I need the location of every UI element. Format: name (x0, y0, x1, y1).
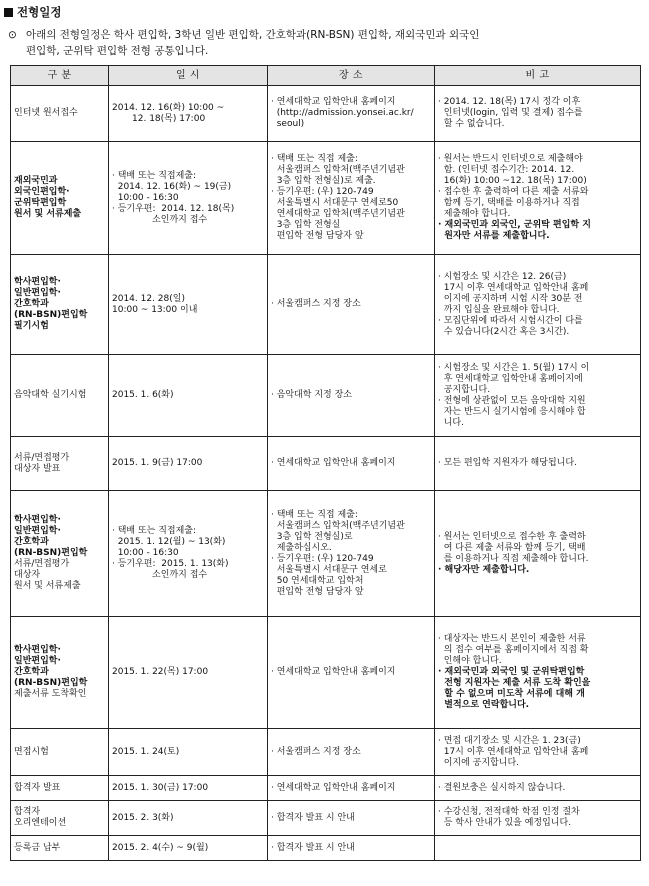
place-cell (268, 86, 435, 142)
category-cell-line: 대상자 발표 (14, 463, 61, 474)
place-cell-line: 서울캠퍼스 입학처(백주년기념관 (271, 165, 405, 175)
datetime-cell-line: · 택배 또는 직접제출: (112, 526, 197, 536)
category-cell-line: 합격자 (14, 807, 41, 817)
datetime-cell (109, 491, 268, 617)
place-cell (268, 729, 435, 776)
schedule-table (10, 65, 641, 861)
place-cell-line: 연세대학교 입학처(백주년기념관 (271, 209, 405, 219)
note-cell-line: · 모집단위에 따라서 시험시간이 다를 (438, 315, 583, 326)
note-cell (435, 355, 641, 437)
category-cell-line: (RN-BSN)편입학 (14, 310, 88, 320)
note-cell-line: 17시 이후 연세대학교 입학안내 홈페 (438, 282, 589, 293)
place-cell (268, 836, 435, 861)
category-cell-line: 간호학과 (14, 299, 49, 309)
place-cell-line: 서울특별시 서대문구 연세로 (271, 564, 387, 575)
category-cell-line: 학사편입학· (14, 277, 61, 287)
category-cell-line: 재외국민과 (14, 176, 58, 186)
category-cell-line: 원서 및 서류제출 (14, 209, 82, 219)
header-datetime: 일 시 (109, 66, 268, 86)
datetime-cell (109, 86, 268, 142)
note-cell (435, 776, 641, 801)
datetime-cell-line: · 등기우편: 2015. 1. 13(화) (112, 559, 229, 569)
table-row (11, 255, 641, 355)
category-cell-line: 등록금 납부 (14, 842, 61, 853)
datetime-cell-line: · 등기우편: 2014. 12. 18(목) (112, 203, 235, 214)
place-cell-line: 3층 입학 전형실 (271, 220, 341, 230)
place-cell-line: seoul) (271, 119, 305, 129)
datetime-cell-line: 2015. 1. 12(월) ~ 13(화) (112, 537, 226, 547)
place-cell-line: 3층 입학 전형실)로 제출. (271, 176, 376, 186)
category-cell (11, 491, 109, 617)
datetime-cell-line: 2014. 12. 16(화) 10:00 ~ (112, 102, 225, 113)
table-header-row (11, 66, 641, 86)
section-heading (4, 4, 61, 20)
note-cell (435, 86, 641, 142)
table-row (11, 836, 641, 861)
place-cell-line: · 택배 또는 직접 제출: (271, 154, 358, 164)
datetime-cell-line: 2015. 2. 4(수) ~ 9(월) (112, 842, 209, 853)
note-cell-line: · 재외국민과 외국인 및 군위탁편입학 (438, 667, 585, 677)
datetime-cell (109, 776, 268, 801)
datetime-cell (109, 142, 268, 255)
note-cell-line: 공지합니다. (438, 384, 491, 395)
datetime-cell-line: 12. 18(목) 17:00 (112, 113, 206, 124)
category-cell-line: 면접시험 (14, 746, 49, 757)
note-cell-line: · 원서는 인터넷으로 접수한 후 출력하 (438, 531, 586, 542)
category-cell-line: 외국인편입학· (14, 187, 70, 197)
table-row (11, 491, 641, 617)
table-row (11, 142, 641, 255)
datetime-cell (109, 801, 268, 836)
note-cell-line: · 원서는 반드시 인터넷으로 제출해야 (438, 154, 583, 164)
place-cell-line: 서울특별시 서대문구 연세로50 (271, 198, 399, 208)
note-cell (435, 729, 641, 776)
category-cell (11, 142, 109, 255)
note-cell-line: 이지에 공지합니다. (438, 757, 519, 768)
category-cell (11, 255, 109, 355)
place-cell-line: · 합격자 발표 시 안내 (271, 812, 355, 823)
note-cell-line: 함. (인터넷 접수기간: 2014. 12. (438, 165, 575, 175)
place-cell (268, 617, 435, 729)
datetime-cell-line: 10:00 ~ 13:00 이내 (112, 304, 198, 315)
datetime-cell-line: 10:00 - 16:30 (112, 192, 179, 203)
place-cell (268, 776, 435, 801)
datetime-cell-line: 2015. 1. 9(금) 17:00 (112, 458, 203, 468)
note-cell (435, 836, 641, 861)
category-cell-line: 일반편입학· (14, 656, 61, 666)
category-cell-line: 오리엔테이션 (14, 818, 67, 828)
category-cell-line: 합격자 발표 (14, 782, 61, 793)
note-cell-line: 후 연세대학교 입학안내 홈페이지에 (438, 373, 583, 384)
note-cell-line: · 대상자는 반드시 본인이 제출한 서류 (438, 634, 586, 644)
place-cell (268, 255, 435, 355)
place-cell-line: · 서울캠퍼스 지정 장소 (271, 299, 361, 309)
place-cell-line: 3층 입학 전형실)로 (271, 531, 353, 542)
datetime-cell-line: 2015. 1. 24(토) (112, 746, 180, 757)
place-cell-line: · 등기우편: (우) 120-749 (271, 187, 374, 197)
datetime-cell (109, 617, 268, 729)
category-cell-line: 원서 및 서류제출 (14, 581, 81, 591)
note-cell (435, 142, 641, 255)
intro-line-1: 아래의 전형일정은 학사 편입학, 3학년 일반 편입학, 간호학과(RN-BSN) 편입학, 재외국민과 외국인 (26, 29, 480, 41)
datetime-cell (109, 729, 268, 776)
datetime-cell-line: 2015. 2. 3(화) (112, 812, 174, 823)
table-row (11, 801, 641, 836)
note-cell (435, 491, 641, 617)
note-cell-line: 제출해야 합니다. (438, 209, 511, 219)
category-cell (11, 836, 109, 861)
note-cell-line: · 전형에 상관없이 모든 음악대학 지원 (438, 395, 586, 406)
note-cell-line: · 접수한 후 출력하여 다른 제출 서류와 (438, 187, 589, 197)
category-cell (11, 86, 109, 142)
note-cell-line: 인터넷(login, 입력 및 결제) 접수를 (438, 108, 583, 118)
category-cell-line: 학사편입학· (14, 515, 61, 525)
section-title: 전형일정 (17, 5, 62, 19)
note-cell-line: 수 있습니다(2시간 혹은 3시간). (438, 326, 570, 337)
datetime-cell-line: 10:00 - 16:30 (112, 548, 179, 558)
note-cell (435, 437, 641, 491)
place-cell-line: · 등기우편: (우) 120-749 (271, 553, 374, 564)
place-cell (268, 491, 435, 617)
place-cell (268, 801, 435, 836)
note-cell-line: · 재외국민과 외국인, 군위탁 편입학 지 (438, 220, 591, 230)
note-cell-line: 별적으로 연락합니다. (438, 700, 530, 710)
place-cell (268, 355, 435, 437)
note-cell (435, 617, 641, 729)
note-cell-line: 이지에 공지하며 시험 시작 30분 전 (438, 293, 583, 304)
intro-line-2: 편입학, 군위탁 편입학 전형 공통입니다. (26, 45, 209, 57)
header-place: 장 소 (268, 66, 435, 86)
category-cell-line: 일반편입학· (14, 288, 61, 298)
datetime-cell-line: 2015. 1. 30(금) 17:00 (112, 782, 209, 793)
place-cell-line: 편입학 전형 담당자 앞 (271, 586, 364, 597)
datetime-cell-line: 2014. 12. 28(일) (112, 293, 185, 304)
note-cell-line: 등 학사 안내가 있을 예정입니다. (438, 818, 572, 828)
place-cell-line: · 연세대학교 입학안내 홈페이지 (271, 97, 396, 107)
note-cell-line: 의 접수 여부를 홈페이지에서 직접 확 (438, 645, 589, 655)
category-cell-line: 일반편입학· (14, 526, 61, 536)
category-cell (11, 617, 109, 729)
place-cell-line: · 연세대학교 입학안내 홈페이지 (271, 782, 396, 793)
category-cell-line: 간호학과 (14, 667, 49, 677)
datetime-cell (109, 836, 268, 861)
circle-dot-icon: ⊙ (8, 29, 17, 41)
note-cell-line: 자는 반드시 실기시험에 응시해야 합 (438, 406, 586, 417)
table-row (11, 437, 641, 491)
datetime-cell-line: 2015. 1. 22(목) 17:00 (112, 667, 209, 677)
place-cell-line: · 연세대학교 입학안내 홈페이지 (271, 667, 396, 677)
place-cell-line: · 연세대학교 입학안내 홈페이지 (271, 458, 396, 468)
place-cell-line: · 택배 또는 직접 제출: (271, 509, 358, 520)
note-cell-line: 니다. (438, 417, 464, 428)
datetime-cell (109, 255, 268, 355)
note-cell-line: 16(화) 10:00 ~12. 18(목) 17:00) (438, 176, 587, 186)
note-cell-line: · 시험장소 및 시간은 1. 5(월) 17시 이 (438, 362, 590, 373)
datetime-cell-line: · 택배 또는 직접제출: (112, 170, 197, 181)
category-cell-line: 필기시험 (14, 321, 49, 331)
table-row (11, 86, 641, 142)
category-cell-line: 간호학과 (14, 537, 49, 547)
note-cell-line: · 모든 편입학 지원자가 해당됩니다. (438, 458, 577, 468)
category-cell-line: 인터넷 원서접수 (14, 108, 78, 118)
category-cell-line: 학사편입학· (14, 645, 61, 655)
table-row (11, 617, 641, 729)
note-cell-line: · 결원보충은 실시하지 않습니다. (438, 782, 566, 793)
note-cell (435, 255, 641, 355)
place-cell-line: 50 연세대학교 입학처 (271, 575, 364, 586)
place-cell-line: (http://admission.yonsei.ac.kr/ (271, 108, 414, 118)
note-cell-line: 할 수 없으며 미도착 서류에 대해 개 (438, 689, 585, 699)
category-cell-line: 대상자 (14, 570, 41, 580)
datetime-cell-line: 소인까지 접수 (112, 570, 208, 580)
category-cell (11, 437, 109, 491)
note-cell-line: · 면접 대기장소 및 시간은 1. 23(금) (438, 735, 581, 746)
category-cell-line: 서류/면접평가 (14, 559, 70, 569)
note-cell-line: 까지 입실을 완료해야 합니다. (438, 304, 560, 315)
datetime-cell-line: 소인까지 접수 (112, 214, 208, 225)
table-row (11, 729, 641, 776)
square-bullet-icon (4, 8, 13, 17)
place-cell-line: 서울캠퍼스 입학처(백주년기념관 (271, 520, 405, 531)
place-cell-line: · 음악대학 지정 장소 (271, 390, 352, 400)
datetime-cell (109, 355, 268, 437)
header-note: 비 고 (435, 66, 641, 86)
note-cell-line: 여 다른 제출 서류와 함께 등기, 택배 (438, 542, 586, 553)
note-cell-line: 할 수 없습니다. (438, 119, 505, 129)
table-row (11, 776, 641, 801)
category-cell-line: 음악대학 실기시험 (14, 390, 87, 400)
category-cell (11, 355, 109, 437)
note-cell-line: 원자만 서류를 제출합니다. (438, 231, 550, 241)
note-cell-line: · 2014. 12. 18(목) 17시 정각 이후 (438, 97, 581, 107)
note-cell-line: · 해당자만 제출합니다. (438, 564, 530, 575)
place-cell-line: 편입학 전형 담당자 앞 (271, 231, 364, 241)
datetime-cell-line: 2015. 1. 6(화) (112, 390, 174, 400)
category-cell-line: 군위탁편입학 (14, 198, 67, 208)
place-cell (268, 437, 435, 491)
note-cell-line: 전형 지원자는 제출 서류 도착 확인을 (438, 678, 591, 688)
datetime-cell-line: 2014. 12. 16(화) ~ 19(금) (112, 181, 232, 192)
category-cell (11, 729, 109, 776)
table-row (11, 355, 641, 437)
note-cell-line: 함께 등기, 택배를 이용하거나 직접 (438, 198, 580, 208)
category-cell (11, 776, 109, 801)
place-cell-line: · 합격자 발표 시 안내 (271, 842, 355, 853)
datetime-cell (109, 437, 268, 491)
note-cell-line: 17시 이후 연세대학교 입학안내 홈페 (438, 746, 589, 757)
note-cell-line: 인해야 합니다. (438, 656, 502, 666)
category-cell-line: 제출서류 도착확인 (14, 689, 87, 699)
place-cell-line: · 서울캠퍼스 지정 장소 (271, 746, 361, 757)
category-cell-line: (RN-BSN)편입학 (14, 678, 88, 688)
place-cell (268, 142, 435, 255)
place-cell-line: 제출하십시오. (271, 542, 332, 553)
note-cell-line: · 수강신청, 전적대학 학점 인정 절차 (438, 807, 580, 817)
note-cell (435, 801, 641, 836)
category-cell-line: 서류/면접평가 (14, 452, 70, 463)
table-body (11, 86, 641, 861)
category-cell-line: (RN-BSN)편입학 (14, 548, 88, 558)
category-cell (11, 801, 109, 836)
header-category: 구 분 (11, 66, 109, 86)
note-cell-line: · 시험장소 및 시간은 12. 26(금) (438, 271, 567, 282)
note-cell-line: 를 이용하거나 직접 제출해야 합니다. (438, 553, 589, 564)
